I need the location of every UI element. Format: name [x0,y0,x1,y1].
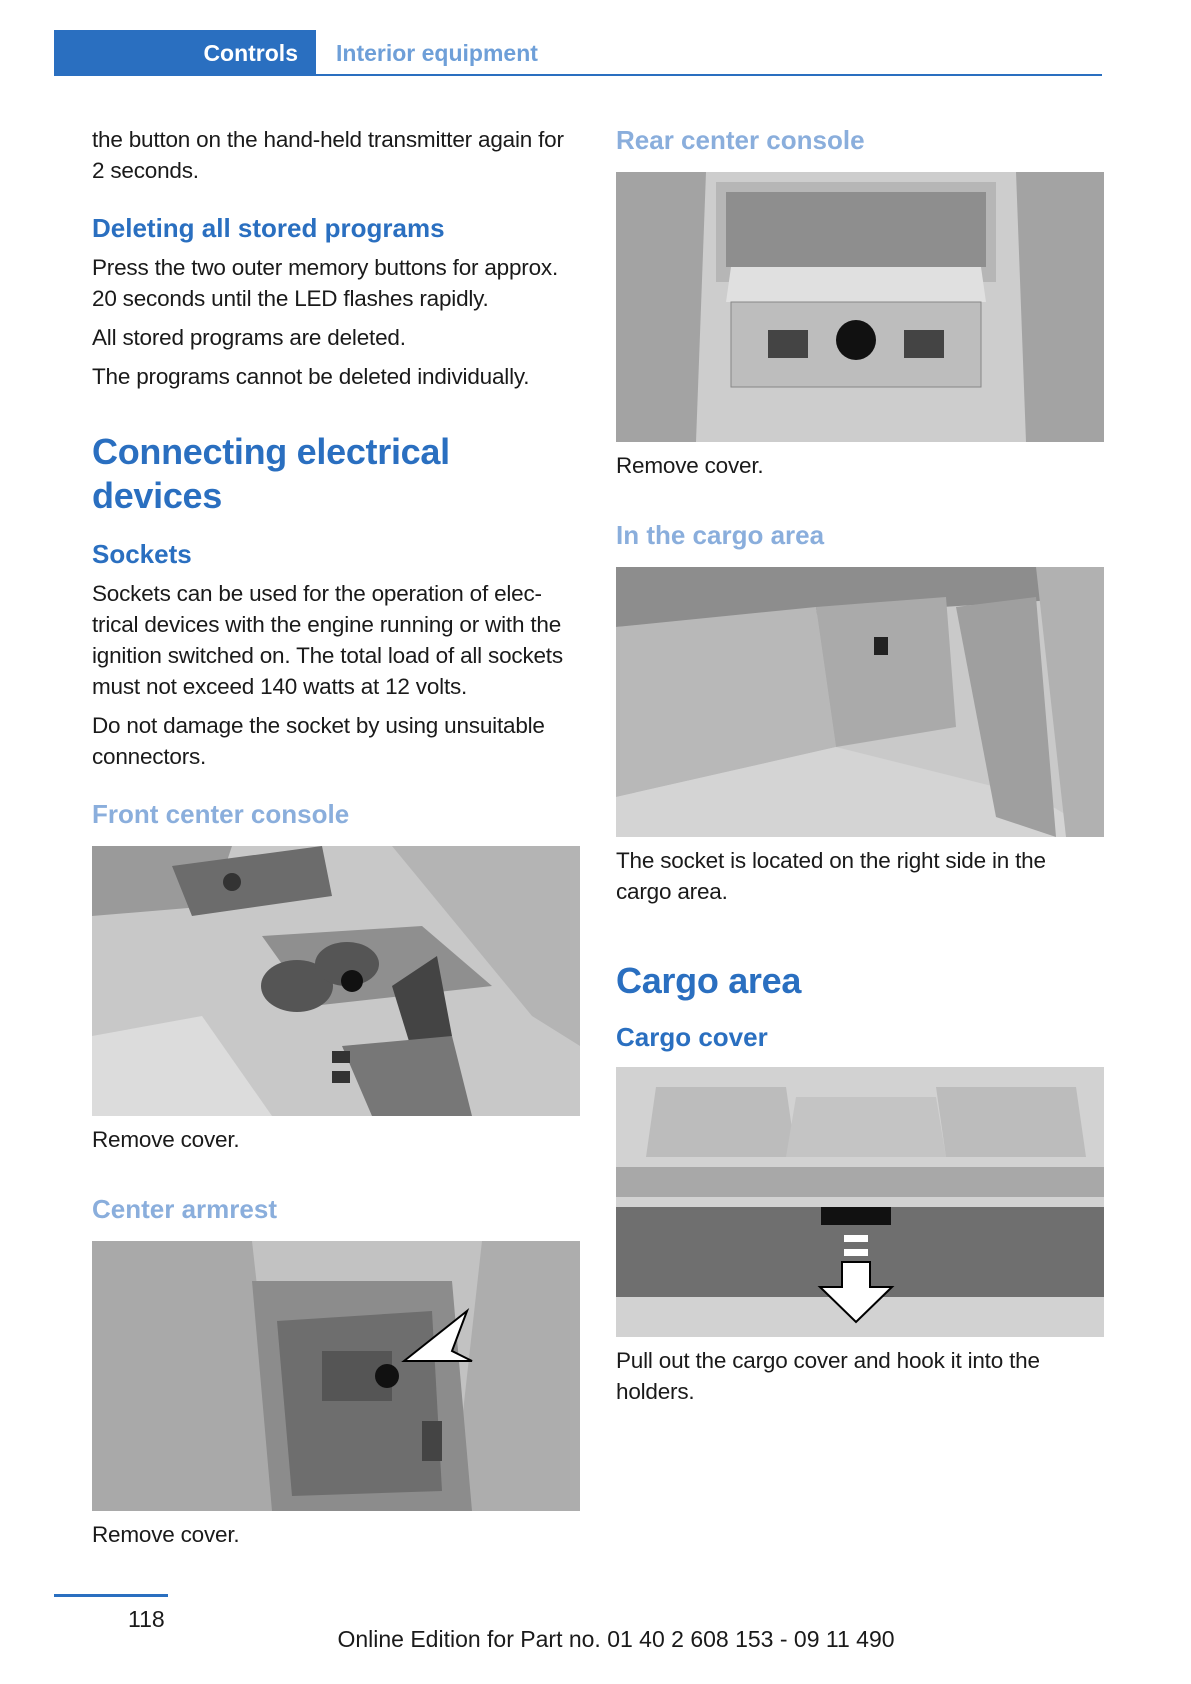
sockets-text-2: Do not damage the socket by using unsuitable connectors. [92,713,545,769]
deleting-text-2: All stored programs are deleted. [92,325,406,350]
section-title: Interior equipment [336,39,538,66]
cargo-cover-image [616,1067,1104,1337]
rear-console-caption: Remove cover. [616,453,764,478]
front-console-caption: Remove cover. [92,1127,240,1152]
sockets-heading: Sockets [92,539,192,569]
front-console-image [92,846,580,1116]
page-number: 118 [128,1606,165,1632]
chapter-tab: Controls [54,30,316,76]
front-console-heading: Front center console [92,799,350,829]
cargo-cover-heading: Cargo cover [616,1022,768,1052]
connecting-heading: Connecting electrical devices [92,431,450,516]
cargo-socket-caption: The socket is located on the right side in the cargo area. [616,848,1046,904]
cargo-socket-image [616,567,1104,837]
cargo-cover-caption: Pull out the cargo cover and hook it into the holders. [616,1348,1040,1404]
sockets-text-1: Sockets can be used for the operation of elec-trical devices with the engine running or with the ignition switched on. The total load of all sockets must not exceed 140 watts at 12 volts. [92,581,563,699]
cargo-area-heading: Cargo area [616,960,802,1001]
cargo-socket-heading: In the cargo area [616,520,825,550]
center-armrest-caption: Remove cover. [92,1522,240,1547]
deleting-text-1: Press the two outer memory buttons for approx. 20 seconds until the LED flashes rapidly. [92,255,559,311]
center-armrest-image [92,1241,580,1511]
intro-text: the button on the hand-held transmitter again for 2 seconds. [92,127,564,183]
footer-rule [54,1594,168,1597]
center-armrest-heading: Center armrest [92,1194,277,1224]
deleting-heading: Deleting all stored programs [92,213,445,243]
rear-console-heading: Rear center console [616,125,865,155]
right-column [616,124,1104,1415]
deleting-text-3: The programs cannot be deleted individually. [92,364,530,389]
left-column [92,124,580,1558]
edition-text: Online Edition for Part no. 01 40 2 608 153 - 09 11 490 [337,1626,895,1652]
page-header [54,30,1102,76]
rear-console-image [616,172,1104,442]
